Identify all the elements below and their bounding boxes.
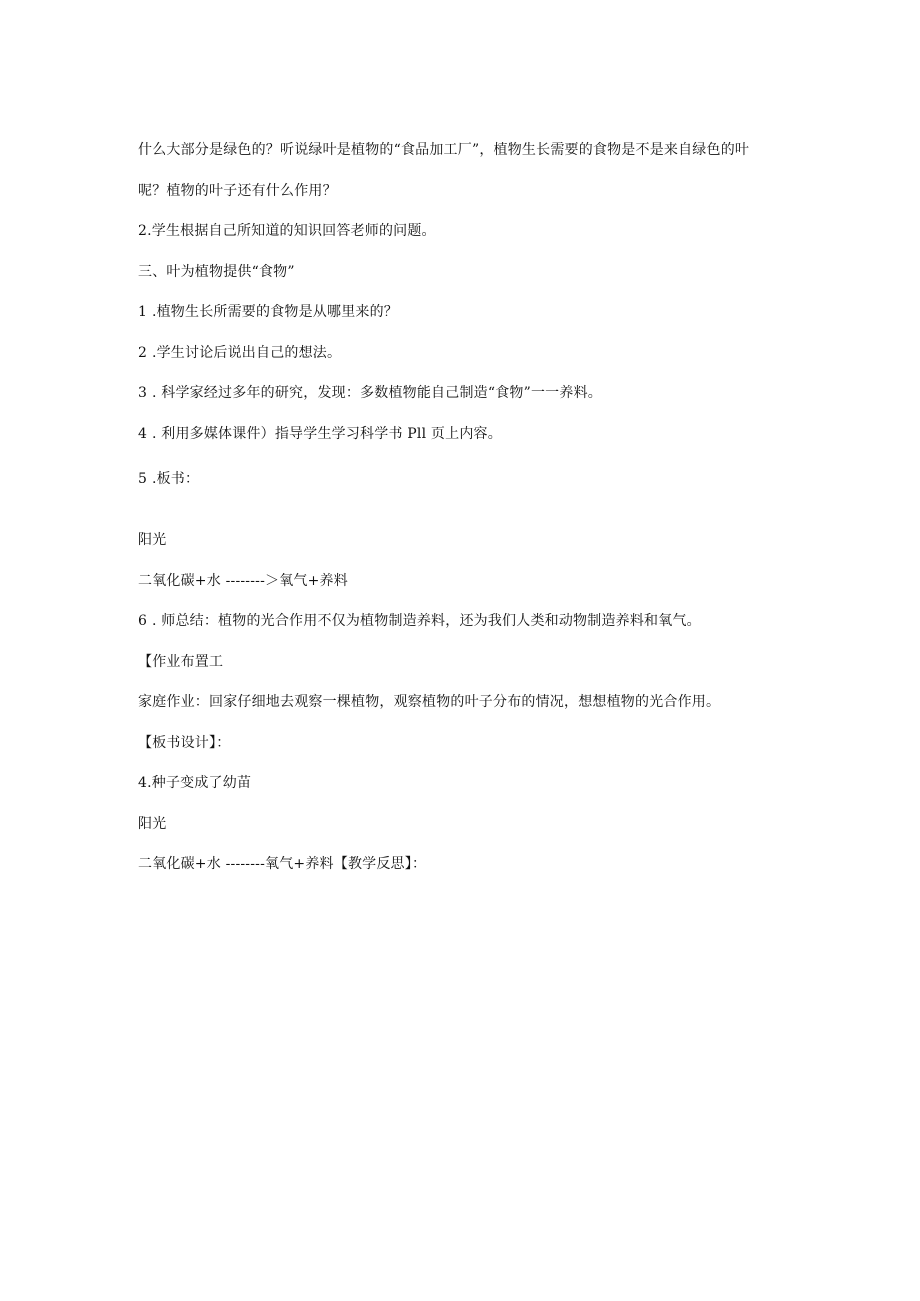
- section-heading: 【板书设计】：: [138, 735, 231, 751]
- paragraph-line: 什么大部分是绿色的？听说绿叶是植物的“食品加工厂”，植物生长需要的食物是不是来自绿色的叶: [138, 142, 750, 158]
- list-item: 4 . 利用多媒体课件）指导学生学习科学书 Pll 页上内容。: [138, 426, 502, 442]
- paragraph-line: 2.学生根据自己所知道的知识回答老师的问题。: [138, 223, 436, 239]
- list-item: 5 .板书：: [138, 471, 200, 487]
- list-item: 3 . 科学家经过多年的研究，发现：多数植物能自己制造“食物”一一养料。: [138, 385, 602, 401]
- paragraph-line: 家庭作业：回家仔细地去观察一棵植物，观察植物的叶子分布的情况，想想植物的光合作用。: [138, 694, 721, 710]
- section-heading: 【作业布置工: [138, 654, 224, 670]
- list-item: 1 .植物生长所需要的食物是从哪里来的？: [138, 304, 399, 320]
- list-item: 2 .学生讨论后说出自己的想法。: [138, 345, 342, 361]
- formula-condition: 阳光: [138, 816, 167, 832]
- formula-condition: 阳光: [138, 532, 167, 548]
- formula-equation: 二氧化碳+水 --------＞氧气+养料: [138, 573, 348, 589]
- section-heading: 三、叶为植物提供“食物”: [138, 264, 295, 280]
- formula-equation: 二氧化碳+水 --------氧气+养料【教学反思】：: [138, 856, 427, 872]
- paragraph-line: 呢？植物的叶子还有什么作用？: [138, 183, 337, 199]
- list-item: 6 . 师总结：植物的光合作用不仅为植物制造养料，还为我们人类和动物制造养料和氧气。: [138, 613, 701, 629]
- paragraph-line: 4.种子变成了幼苗: [138, 775, 252, 791]
